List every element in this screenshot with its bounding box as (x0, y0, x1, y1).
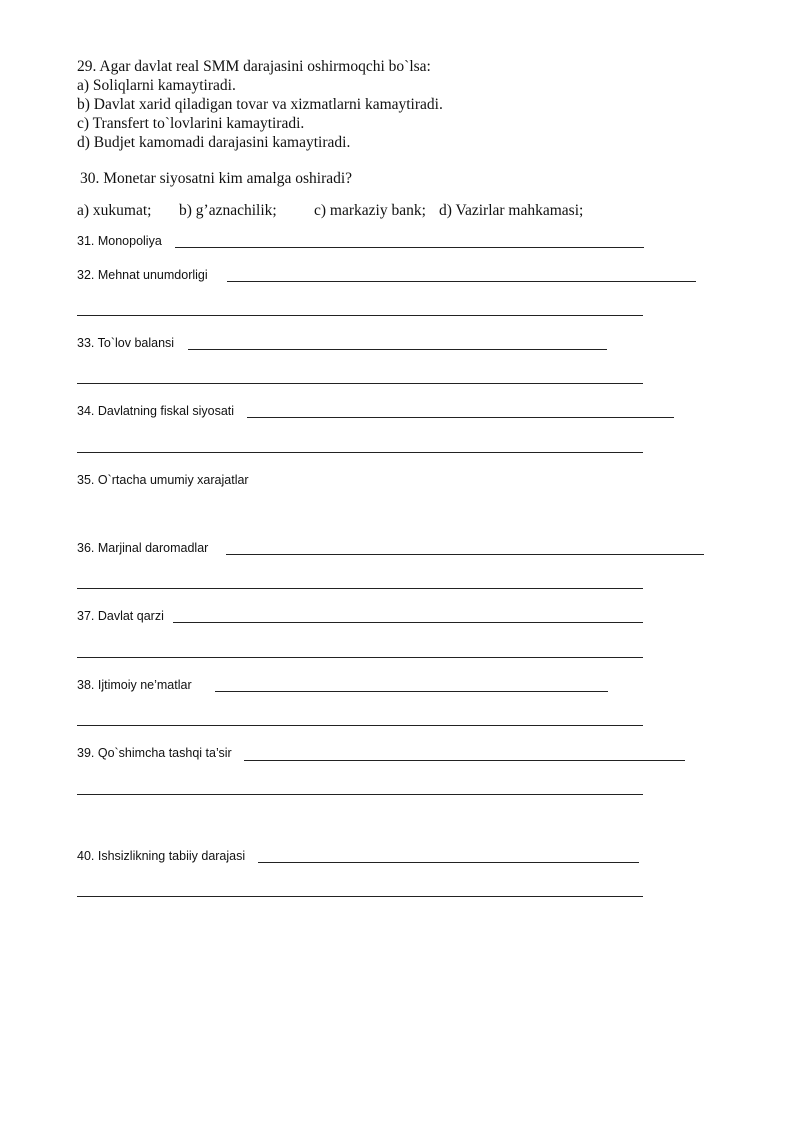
question-30-text: 30. Monetar siyosatni kim amalga oshiradi? (80, 170, 353, 187)
question-30-option-d: d) Vazirlar mahkamasi; (439, 202, 584, 219)
term-34-answer-line[interactable] (247, 417, 674, 418)
question-29-option-d: d) Budjet kamomadi darajasini kamaytiradi. (77, 134, 351, 151)
term-36-answer-line-2[interactable] (77, 588, 643, 589)
term-40-answer-line[interactable] (258, 862, 639, 863)
term-39-answer-line[interactable] (244, 760, 685, 761)
term-32-answer-line-2[interactable] (77, 315, 643, 316)
question-30-option-c: c) markaziy bank; (314, 202, 426, 219)
term-33-answer-line[interactable] (188, 349, 607, 350)
term-32-label: 32. Mehnat unumdorligi (77, 268, 208, 282)
term-36-answer-line[interactable] (226, 554, 704, 555)
term-37-answer-line-2[interactable] (77, 657, 643, 658)
term-35-label: 35. O`rtacha umumiy xarajatlar (77, 473, 249, 487)
term-37-label: 37. Davlat qarzi (77, 609, 164, 623)
question-29-option-c: c) Transfert to`lovlarini kamaytiradi. (77, 115, 305, 132)
term-38-answer-line[interactable] (215, 691, 608, 692)
term-39-answer-line-2[interactable] (77, 794, 643, 795)
question-29-text: 29. Agar davlat real SMM darajasini oshirmoqchi bo`lsa: (77, 58, 431, 75)
question-30-option-b: b) g’aznachilik; (179, 202, 277, 219)
term-32-answer-line[interactable] (227, 281, 696, 282)
question-29-option-b: b) Davlat xarid qiladigan tovar va xizmatlarni kamaytiradi. (77, 96, 443, 113)
term-34-label: 34. Davlatning fiskal siyosati (77, 404, 235, 418)
term-38-answer-line-2[interactable] (77, 725, 643, 726)
term-37-answer-line[interactable] (173, 622, 643, 623)
term-33-label: 33. To`lov balansi (77, 336, 175, 350)
term-38-label: 38. Ijtimoiy ne’matlar (77, 678, 192, 692)
term-40-label: 40. Ishsizlikning tabiiy darajasi (77, 849, 246, 863)
term-40-answer-line-2[interactable] (77, 896, 643, 897)
term-31-label: 31. Monopoliya (77, 234, 162, 248)
term-39-label: 39. Qo`shimcha tashqi ta’sir (77, 746, 232, 760)
term-36-label: 36. Marjinal daromadlar (77, 541, 209, 555)
term-34-answer-line-2[interactable] (77, 452, 643, 453)
question-29-option-a: a) Soliqlarni kamaytiradi. (77, 77, 236, 94)
term-31-answer-line[interactable] (175, 247, 644, 248)
question-30-option-a: a) xukumat; (77, 202, 152, 219)
term-33-answer-line-2[interactable] (77, 383, 643, 384)
